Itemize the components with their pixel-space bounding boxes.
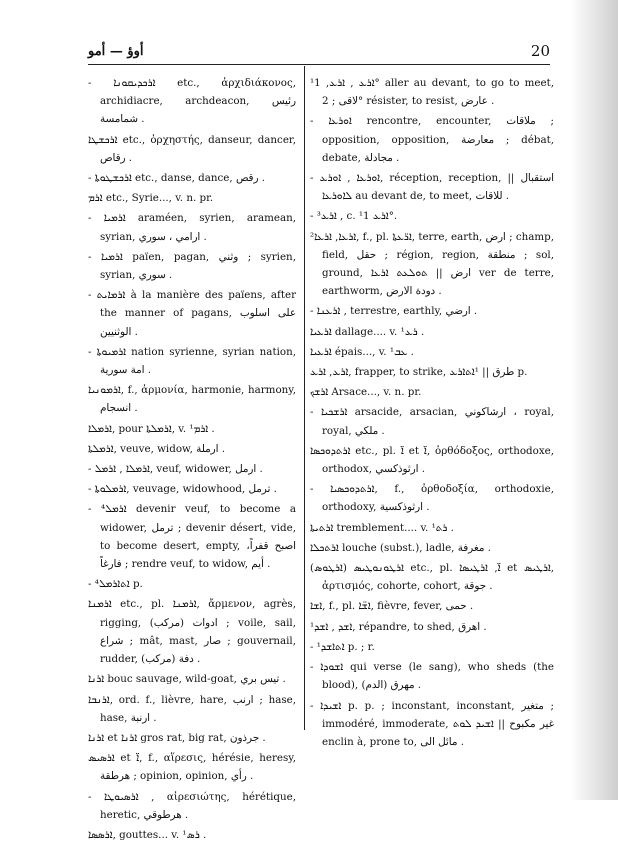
dictionary-entry: ܐܪܢܒܐ, ord. f., lièvre, hare, ارنب ; hase, hase, ارنبة . — [88, 693, 296, 724]
dictionary-entry: ܐܪܢܐ et ܐܪܢܐ gros rat, big rat, جرذون . — [88, 731, 266, 744]
dictionary-entry: ܐܪܡܘܢܝܐ, f., ἁρμονία, harmonie, harmony, انسجام . — [88, 384, 296, 415]
left-column — [88, 74, 296, 846]
dictionary-entry: - ܐܪܣܝܘܛܐ , αἱρεσιώτης, hérétique, heretic, هرطوقي . — [88, 790, 296, 821]
dictionary-entry: - ⁴ܐܬܐܪܡܠ p. — [88, 578, 143, 591]
dictionary-entry: - ܐܪܡܝܐ païen, pagan, وثني ; syrien, syrian, سوري . — [88, 250, 296, 282]
dictionary-entry: - ³ܐܪܥ , c. ¹ܐܪܥ 1°. — [310, 210, 398, 223]
dictionary-entry: ܐܪܡܢܐ etc., pl. ܐܪܡܢܐ, ἄρμενον, agrès, rigging, (مركب) ادوات ; voile, sail, شراع ; mât, mast, صار ; gouvernail, rudder, (مركب) دفة . — [88, 598, 296, 666]
dictionary-entry: - ܐܘܪܥܐ , ܐܘܪܥ, réception, reception, استقبال || ܠܐܘܪܥܐ au devant de, to meet, للاقات . — [310, 172, 554, 203]
dictionary-entry: - ܐܪܬܕܘܟܣܝܐ, f., ὀρθοδοξία, orthodoxie, orthodoxy, ارثوذكسية . — [310, 483, 554, 514]
dictionary-entry: ܐܪܣܣܐ, gouttes... v. ¹ܪܣ . — [88, 828, 207, 841]
right-column — [310, 74, 554, 753]
dictionary-entry: ܐܪܬܝܬܐ tremblement.... v. ¹ܪܬ . — [310, 521, 454, 534]
dictionary-entry: ܐܪܥܝܐ dallage.... v. ¹ܪܥ . — [310, 325, 425, 338]
dictionary-entry: - ܐܪܫܟܝܐ arsacide, arsacian, ارشاكوني ، royal, royal, ملكي . — [310, 406, 554, 437]
dictionary-entry: ¹ܐܪܥ , ܐܪܥ, 1° aller au devant, to go to meet, لاقى ; 2° résister, to resist, عارض . — [310, 77, 554, 108]
dictionary-entry: ܐܪܟܫܛܐ etc., ὀρχηστής, danseur, dancer, رقاص . — [88, 133, 296, 164]
dictionary-entry: ܐܪܥ, ܐܪܥ, frapper, to strike, طرق || ¹ܐܬܐܪܥ p. — [310, 366, 528, 379]
dictionary-entry: (ܐܪܛܘܣ) ܐܪܛܘܢܘܛܝܣ etc., pl. ܐ̈, ܐܪܛܝܣܐ et ܐܪܛܝܣ, ἀρτισμός, cohorte, cohort, جوقة . — [310, 562, 554, 593]
dictionary-entry: ܐܫܐ, f., pl. ܐܫ̈ܐ, fièvre, fever, حمى . — [310, 600, 474, 613]
scan-shadow-edge — [570, 0, 618, 800]
dictionary-entry: ܐܪܬܕܘܟܣܐ etc., pl. ܐ̈ et ܐ̈, ὀρθόδοξος, orthodoxe, orthodox, ارثوذكسي . — [310, 444, 554, 476]
dictionary-entry: ܐܪܫܟ Arsace..., v. n. pr. — [310, 386, 422, 399]
dictionary-entry: ܐܪܡܠܐ, pour ܐܪܡܠܬܐ, v. ¹ܐܪܡ . — [88, 422, 215, 435]
running-head: أوؤ — أمو — [88, 44, 144, 59]
dictionary-entry: - ܐܪܡܝܐ araméen, syrien, aramean, syrian, ارامي ، سوري . — [88, 212, 296, 243]
dictionary-entry: ܐܪܬܟܠܐ louche (subst.), ladle, مغرفة . — [310, 541, 491, 554]
column-divider — [304, 66, 305, 730]
header-rule — [88, 64, 550, 65]
dictionary-entry: - ܐܫܝܕܐ p. p. ; inconstant, inconstant, متغير ; immodéré, immoderate, غير مكبوح || ܐܫܝܕ ܠܘܬ enclin à, prone to, مائل الى . — [310, 699, 555, 748]
dictionary-entry: - ܐܪܡܐܝܬ à la manière des païens, after the manner of pagans, على اسلوب الوثنيين . — [88, 289, 296, 338]
dictionary-entry: - ܐܪܟܕܝܩܘܢܐ etc., ἀρχιδιάκονος, archidiacre, archdeacon, رئيس شمامسة . — [88, 77, 296, 126]
dictionary-entry: - ܐܪܡܠܘܬܐ, veuvage, widowhood, ترمل . — [88, 483, 277, 496]
dictionary-entry: ܐܪܢܐ bouc sauvage, wild-goat, تيس بري . — [88, 673, 286, 686]
dictionary-entry: ܐܪܣܝܣ et ܐ̈, f., αἵρεσις, hérésie, heresy, هرطقة ; opinion, opinion, رأي . — [88, 752, 296, 783]
dictionary-entry: ¹ܐܫܕ , ܐܫܕ, répandre, to shed, اهرق . — [310, 620, 487, 633]
dictionary-entry: ܐܪܡܠܬܐ, veuve, widow, ارملة . — [88, 442, 225, 455]
dictionary-entry: - ܐܪܡܠܐ , ܐܪܡܠ, veuf, widower, ارمل . — [88, 463, 263, 476]
dictionary-entry: - ¹ܐܬܐܫܕ p. ; r. — [310, 640, 375, 653]
dictionary-entry: - ܐܪܡܝܘܬܐ nation syrienne, syrian nation, امة سورية . — [88, 345, 296, 377]
page-number: 20 — [530, 42, 550, 60]
dictionary-entry: ²ܐܪܥܐ, ܐܪܥܐ, f., pl. ܐܪ̈ܥܬܐ, terre, earth, ارض ; champ, field, حقل ; région, region, منطقة ; sol, ground, ارض || ܬܘܠܥܬ ܐܪܥܐ ver de terre, earthworm, دودة الارض . — [310, 230, 555, 298]
dictionary-entry: - ܐܪܟܫܛܘܬܐ etc., danse, dance, رقص . — [88, 172, 265, 185]
page-header — [88, 34, 558, 68]
dictionary-entry: - ܐܫܘܕܐ qui verse (le sang), who sheds (the blood), (الدم) مهرق . — [310, 661, 554, 692]
dictionary-entry: - ܐܪܥܢܐ , terrestre, earthly, ارضي . — [310, 305, 478, 318]
dictionary-entry: ܐܪܡ etc., Syrie..., v. n. pr. — [88, 192, 214, 205]
dictionary-entry: ܐܪܥܝܐ épais..., v. ¹ܥܒ . — [310, 345, 414, 358]
dictionary-entry: - ⁴ܐܪܡܠ devenir veuf, to become a widower, ترمل ; devenir désert, vide, to become desert, empty, اصبح قفراً، فارغاً ; rendre veuf, to widow, أيم . — [88, 503, 296, 571]
dictionary-entry: - ܐܘܪܥܐ rencontre, encounter, ملاقات ; opposition, opposition, معارضة ; débat, debate, مجادلة . — [310, 115, 555, 164]
